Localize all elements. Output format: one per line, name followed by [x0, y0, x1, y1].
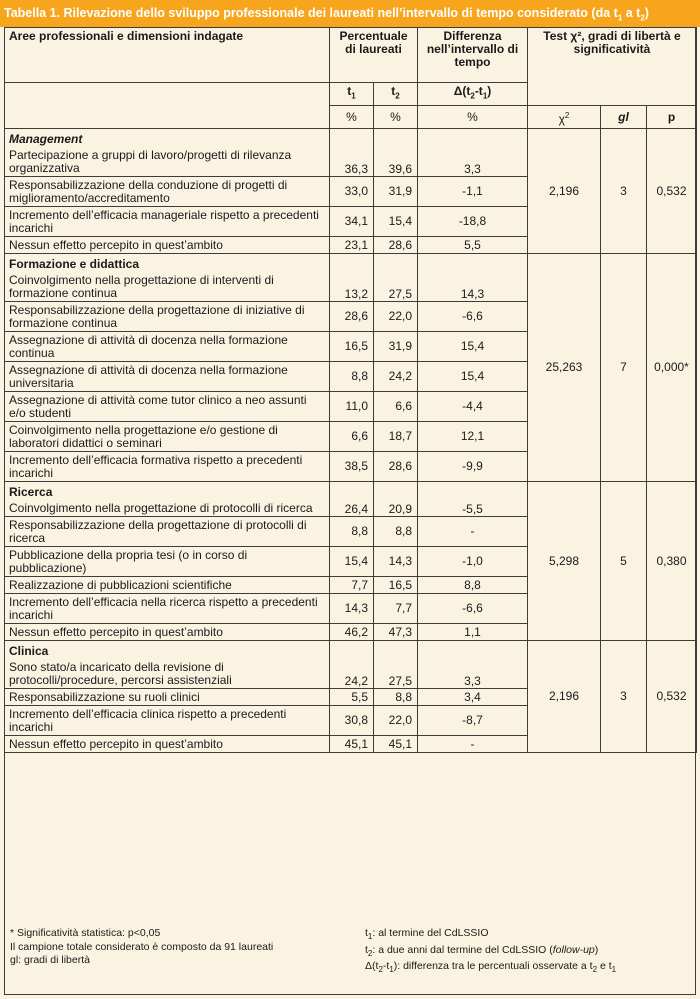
note-sample: Il campione totale considerato è composto da 91 laureati	[10, 940, 274, 953]
section-title: Formazione e didattica	[9, 257, 140, 271]
header-t1: $t_1$	[330, 83, 374, 106]
value-t2: 18,7	[374, 422, 418, 452]
header-unit-t1: %	[330, 106, 374, 129]
value-diff: 3,3	[418, 641, 528, 689]
value-t2: 22,0	[374, 302, 418, 332]
value-t2: 16,5	[374, 577, 418, 594]
item-label: Coinvolgimento nella progettazione di protocolli di ricerca	[9, 501, 313, 515]
value-t2: 27,5	[374, 254, 418, 302]
value-t1: 30,8	[330, 706, 374, 736]
section-cell	[5, 641, 330, 689]
header-differenza: Differenza nell’intervallo di tempo	[418, 28, 528, 83]
stat-chi2: 25,263	[528, 254, 601, 482]
item-label: Incremento dell’efficacia clinica rispetto a precedenti incarichi	[5, 706, 330, 736]
value-t1: 5,5	[330, 689, 374, 706]
note-delta: $\Delta(t_2-t_1)$: differenza tra le percentuali osservate a $t_2$ e $t_1$	[365, 960, 617, 975]
value-t2: 31,9	[374, 177, 418, 207]
value-t2: 8,8	[374, 517, 418, 547]
item-label: Nessun effetto percepito in quest’ambito	[5, 736, 330, 753]
value-t2: 31,9	[374, 332, 418, 362]
value-t2: 24,2	[374, 362, 418, 392]
table-row	[5, 641, 697, 689]
note-t2: $t_2$: a due anni dal termine del CdLSSIO (follow-up)	[365, 943, 599, 958]
value-t2: 14,3	[374, 547, 418, 577]
value-t1: 28,6	[330, 302, 374, 332]
value-t1: 8,8	[330, 362, 374, 392]
value-diff: -9,9	[418, 452, 528, 482]
value-diff: -5,5	[418, 482, 528, 517]
item-label: Incremento dell’efficacia formativa rispetto a precedenti incarichi	[5, 452, 330, 482]
section-title: Ricerca	[9, 485, 53, 499]
header-area-spacer	[5, 83, 330, 106]
item-label: Responsabilizzazione della progettazione di protocolli di ricerca	[5, 517, 330, 547]
header-test: Test χ², gradi di libertà e significatività	[528, 28, 697, 106]
value-diff: 1,1	[418, 624, 528, 641]
header-p: p	[647, 106, 697, 129]
table-row	[5, 482, 697, 517]
table-title: Tabella 1. Rilevazione dello sviluppo professionale dei laureati nell’intervallo di tempo considerato (da $t_1$ a $t_2$)	[0, 0, 700, 27]
item-label: Partecipazione a gruppi di lavoro/progetti di rilevanza organizzativa	[9, 148, 292, 175]
stat-p: 0,000*	[647, 254, 697, 482]
header-area-spacer-2	[5, 106, 330, 129]
section-title: Management	[9, 132, 83, 146]
value-diff: -6,6	[418, 302, 528, 332]
stat-p: 0,380	[647, 482, 697, 641]
note-gl: gl: gradi di libertà	[10, 954, 90, 966]
item-label: Assegnazione di attività come tutor clinico a neo assunti e/o studenti	[5, 392, 330, 422]
value-t1: 23,1	[330, 237, 374, 254]
item-label: Responsabilizzazione della conduzione di progetti di miglioramento/accreditamento	[5, 177, 330, 207]
value-t1: 26,4	[330, 482, 374, 517]
value-diff: -4,4	[418, 392, 528, 422]
value-t1: 34,1	[330, 207, 374, 237]
stat-chi2: 5,298	[528, 482, 601, 641]
item-label: Realizzazione di pubblicazioni scientifiche	[5, 577, 330, 594]
value-t1: 15,4	[330, 547, 374, 577]
stat-p: 0,532	[647, 129, 697, 254]
value-diff: -1,1	[418, 177, 528, 207]
header-gl: gl	[601, 106, 647, 129]
value-t1: 11,0	[330, 392, 374, 422]
value-t2: 28,6	[374, 237, 418, 254]
table-row	[5, 129, 697, 177]
value-diff: 5,5	[418, 237, 528, 254]
item-label: Incremento dell’efficacia nella ricerca rispetto a precedenti incarichi	[5, 594, 330, 624]
value-t1: 24,2	[330, 641, 374, 689]
item-label: Pubblicazione della propria tesi (o in corso di pubblicazione)	[5, 547, 330, 577]
stat-gl: 3	[601, 641, 647, 753]
item-label: Responsabilizzazione della progettazione di iniziative di formazione continua	[5, 302, 330, 332]
value-diff: -6,6	[418, 594, 528, 624]
section-cell	[5, 254, 330, 302]
value-t2: 20,9	[374, 482, 418, 517]
value-t1: 14,3	[330, 594, 374, 624]
item-label: Assegnazione di attività di docenza nella formazione universitaria	[5, 362, 330, 392]
value-t1: 36,3	[330, 129, 374, 177]
item-label: Nessun effetto percepito in quest’ambito	[5, 237, 330, 254]
value-diff: -18,8	[418, 207, 528, 237]
value-t1: 6,6	[330, 422, 374, 452]
value-diff: -	[418, 517, 528, 547]
value-t1: 8,8	[330, 517, 374, 547]
value-diff: 15,4	[418, 362, 528, 392]
item-label: Incremento dell’efficacia manageriale rispetto a precedenti incarichi	[5, 207, 330, 237]
value-t1: 7,7	[330, 577, 374, 594]
value-t2: 45,1	[374, 736, 418, 753]
value-diff: 3,4	[418, 689, 528, 706]
table-row	[5, 254, 697, 302]
value-t2: 15,4	[374, 207, 418, 237]
section-title: Clinica	[9, 644, 49, 658]
item-label: Assegnazione di attività di docenza nella formazione continua	[5, 332, 330, 362]
value-t2: 27,5	[374, 641, 418, 689]
notes-right	[365, 927, 616, 977]
stat-gl: 7	[601, 254, 647, 482]
stat-gl: 3	[601, 129, 647, 254]
value-diff: 15,4	[418, 332, 528, 362]
note-significance: * Significatività statistica: p<0,05	[10, 927, 161, 939]
value-diff: -	[418, 736, 528, 753]
stat-gl: 5	[601, 482, 647, 641]
section-cell	[5, 482, 330, 517]
value-t2: 22,0	[374, 706, 418, 736]
header-area: Aree professionali e dimensioni indagate	[5, 28, 330, 83]
stat-chi2: 2,196	[528, 129, 601, 254]
note-t1: $t_1$: al termine del CdLSSIO	[365, 927, 489, 942]
stat-chi2: 2,196	[528, 641, 601, 753]
value-t2: 28,6	[374, 452, 418, 482]
item-label: Nessun effetto percepito in quest’ambito	[5, 624, 330, 641]
value-diff: 14,3	[418, 254, 528, 302]
value-diff: -8,7	[418, 706, 528, 736]
value-t2: 7,7	[374, 594, 418, 624]
value-t2: 8,8	[374, 689, 418, 706]
value-t2: 47,3	[374, 624, 418, 641]
value-diff: 8,8	[418, 577, 528, 594]
header-delta: $\Delta(t_2-t_1)$	[418, 83, 528, 106]
header-percentuale: Percentuale di laureati	[330, 28, 418, 83]
value-t1: 16,5	[330, 332, 374, 362]
value-t1: 46,2	[330, 624, 374, 641]
value-t1: 33,0	[330, 177, 374, 207]
value-t2: 6,6	[374, 392, 418, 422]
item-label: Sono stato/a incaricato della revisione di protocolli/procedure, percorsi assistenziali	[9, 660, 232, 687]
header-t2: $t_2$	[374, 83, 418, 106]
header-chi2: $\chi^2$	[528, 106, 601, 129]
item-label: Coinvolgimento nella progettazione di interventi di formazione continua	[9, 273, 274, 300]
header-unit-t2: %	[374, 106, 418, 129]
stat-p: 0,532	[647, 641, 697, 753]
value-diff: -1,0	[418, 547, 528, 577]
section-cell	[5, 129, 330, 177]
value-t1: 13,2	[330, 254, 374, 302]
notes-left	[10, 927, 273, 968]
value-t1: 38,5	[330, 452, 374, 482]
value-diff: 12,1	[418, 422, 528, 452]
value-diff: 3,3	[418, 129, 528, 177]
item-label: Responsabilizzazione su ruoli clinici	[5, 689, 330, 706]
results-table	[4, 27, 697, 753]
header-unit-delta: %	[418, 106, 528, 129]
item-label: Coinvolgimento nella progettazione e/o gestione di laboratori didattici o seminari	[5, 422, 330, 452]
value-t1: 45,1	[330, 736, 374, 753]
value-t2: 39,6	[374, 129, 418, 177]
